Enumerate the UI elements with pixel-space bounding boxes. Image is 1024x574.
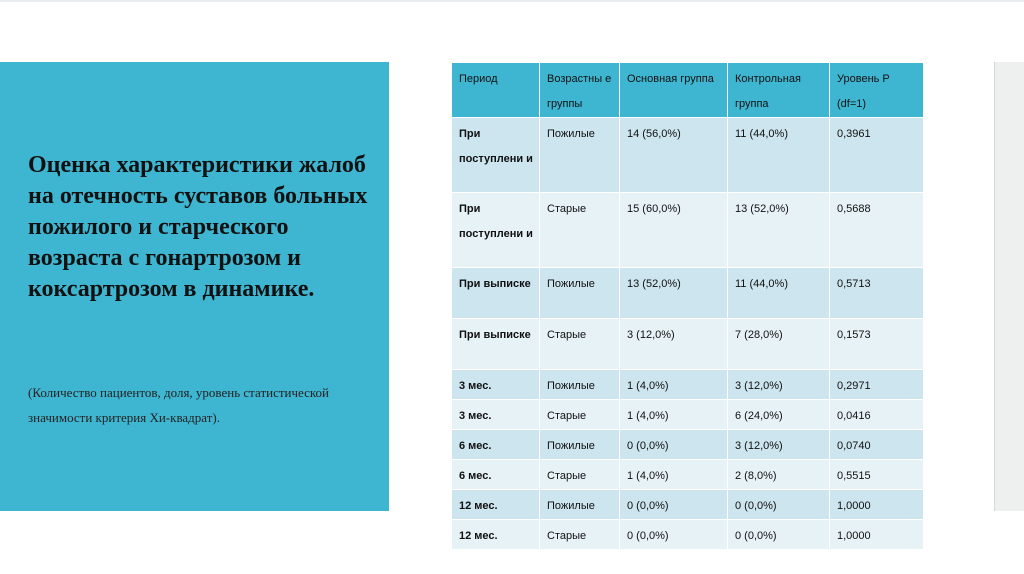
table-row bbox=[452, 400, 924, 430]
table-row bbox=[452, 520, 924, 550]
table-header-row bbox=[452, 63, 924, 118]
header-p-level: Уровень P (df=1) bbox=[830, 63, 924, 118]
cell-group: Пожилые bbox=[540, 118, 620, 193]
cell-p: 0,0740 bbox=[830, 430, 924, 460]
table-row bbox=[452, 118, 924, 193]
table-row bbox=[452, 319, 924, 370]
cell-period: 12 мес. bbox=[452, 490, 540, 520]
cell-main: 1 (4,0%) bbox=[620, 460, 728, 490]
cell-period: 6 мес. bbox=[452, 460, 540, 490]
right-side-bar bbox=[994, 62, 1024, 511]
slide-subtitle: (Количество пациентов, доля, уровень статистической значимости критерия Хи-квадрат). bbox=[28, 385, 330, 425]
cell-p: 0,3961 bbox=[830, 118, 924, 193]
table-row bbox=[452, 193, 924, 268]
cell-control: 3 (12,0%) bbox=[728, 370, 830, 400]
cell-main: 13 (52,0%) bbox=[620, 268, 728, 319]
cell-control: 7 (28,0%) bbox=[728, 319, 830, 370]
cell-period: При поступлени и bbox=[452, 118, 540, 193]
cell-period: 3 мес. bbox=[452, 400, 540, 430]
cell-group: Пожилые bbox=[540, 268, 620, 319]
table-row bbox=[452, 268, 924, 319]
cell-period: При поступлени и bbox=[452, 193, 540, 268]
cell-control: 11 (44,0%) bbox=[728, 268, 830, 319]
header-main-group: Основная группа bbox=[620, 63, 728, 118]
cell-period: При выписке bbox=[452, 268, 540, 319]
cell-p: 0,5515 bbox=[830, 460, 924, 490]
table-row bbox=[452, 370, 924, 400]
cell-control: 11 (44,0%) bbox=[728, 118, 830, 193]
cell-p: 0,1573 bbox=[830, 319, 924, 370]
cell-p: 1,0000 bbox=[830, 520, 924, 550]
cell-period: 3 мес. bbox=[452, 370, 540, 400]
cell-period: При выписке bbox=[452, 319, 540, 370]
cell-main: 0 (0,0%) bbox=[620, 430, 728, 460]
cell-main: 14 (56,0%) bbox=[620, 118, 728, 193]
cell-p: 1,0000 bbox=[830, 490, 924, 520]
cell-group: Пожилые bbox=[540, 490, 620, 520]
cell-group: Старые bbox=[540, 319, 620, 370]
table-row bbox=[452, 490, 924, 520]
cell-control: 2 (8,0%) bbox=[728, 460, 830, 490]
cell-main: 15 (60,0%) bbox=[620, 193, 728, 268]
top-divider bbox=[0, 0, 1024, 2]
cell-main: 1 (4,0%) bbox=[620, 370, 728, 400]
cell-main: 3 (12,0%) bbox=[620, 319, 728, 370]
header-control-group: Контрольная группа bbox=[728, 63, 830, 118]
cell-p: 0,5688 bbox=[830, 193, 924, 268]
cell-group: Пожилые bbox=[540, 430, 620, 460]
cell-group: Старые bbox=[540, 460, 620, 490]
cell-control: 3 (12,0%) bbox=[728, 430, 830, 460]
slide-title: Оценка характеристики жалоб на отечность суставов больных пожилого и старческого возраста с гонартрозом и коксартрозом в динамике. bbox=[28, 152, 368, 302]
cell-p: 0,5713 bbox=[830, 268, 924, 319]
cell-control: 6 (24,0%) bbox=[728, 400, 830, 430]
table-row bbox=[452, 430, 924, 460]
cell-main: 0 (0,0%) bbox=[620, 490, 728, 520]
cell-main: 0 (0,0%) bbox=[620, 520, 728, 550]
cell-group: Пожилые bbox=[540, 370, 620, 400]
table-row bbox=[452, 460, 924, 490]
cell-period: 12 мес. bbox=[452, 520, 540, 550]
header-age-group: Возрастны е группы bbox=[540, 63, 620, 118]
cell-group: Старые bbox=[540, 193, 620, 268]
header-period: Период bbox=[452, 63, 540, 118]
cell-control: 0 (0,0%) bbox=[728, 490, 830, 520]
results-table bbox=[451, 62, 924, 550]
cell-group: Старые bbox=[540, 520, 620, 550]
cell-p: 0,0416 bbox=[830, 400, 924, 430]
cell-period: 6 мес. bbox=[452, 430, 540, 460]
cell-group: Старые bbox=[540, 400, 620, 430]
cell-control: 0 (0,0%) bbox=[728, 520, 830, 550]
cell-control: 13 (52,0%) bbox=[728, 193, 830, 268]
cell-main: 1 (4,0%) bbox=[620, 400, 728, 430]
cell-p: 0,2971 bbox=[830, 370, 924, 400]
